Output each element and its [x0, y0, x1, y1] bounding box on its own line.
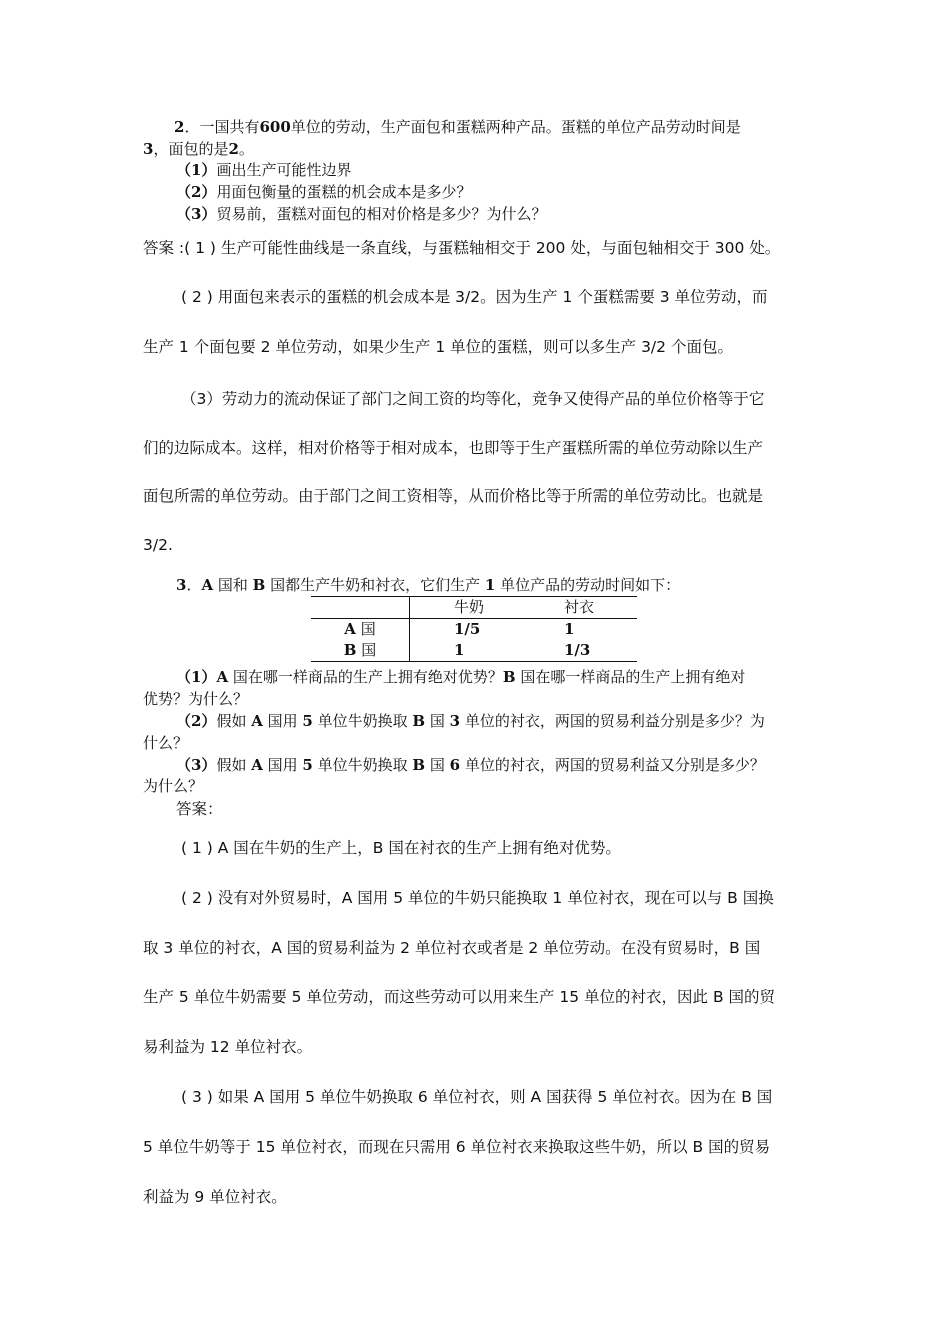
a2-paragraph-3d: 3/2.	[143, 536, 173, 554]
q3-sub-2-line-1: （2）假如 A 国用 5 单位牛奶换取 B 国 3 单位的衬衣，两国的贸易利益分别是多少？为	[176, 712, 765, 730]
q2-number: 2	[174, 118, 185, 136]
q3-sub-1-line-1: （1）A 国在哪一样商品的生产上拥有绝对优势？B 国在哪一样商品的生产上拥有绝对	[176, 668, 746, 686]
a3-label: 答案：	[176, 800, 223, 818]
table-cell-shirt: 1/3	[564, 640, 637, 662]
q2-line-1: 2．一国共有600单位的劳动，生产面包和蛋糕两种产品。蛋糕的单位产品劳动时间是	[174, 118, 741, 136]
a2-paragraph-3c: 面包所需的单位劳动。由于部门之间工资相等，从而价格比等于所需的单位劳动比。也就是	[143, 487, 764, 505]
table-header-milk: 牛奶	[410, 597, 565, 619]
a3-paragraph-2b: 取 3 单位的衬衣，A 国的贸易利益为 2 单位衬衣或者是 2 单位劳动。在没有贸易时，B 国	[143, 939, 761, 957]
table-cell-shirt: 1	[564, 620, 575, 638]
q3-number: 3	[176, 576, 187, 594]
q3-sub-1-line-2: 优势？为什么？	[143, 690, 249, 708]
a2-paragraph-3a: （3）劳动力的流动保证了部门之间工资的均等化，竞争又使得产品的单位价格等于它	[181, 390, 765, 408]
table-header-row	[311, 597, 637, 619]
table-row	[311, 619, 637, 641]
table-cell-milk: 1	[410, 640, 565, 662]
q3-sub-3-line-1: （3）假如 A 国用 5 单位牛奶换取 B 国 6 单位的衬衣，两国的贸易利益又分别是多少？	[176, 756, 765, 774]
q2-sub-3: （3）贸易前，蛋糕对面包的相对价格是多少？为什么？	[176, 205, 547, 223]
a3-paragraph-3a: ( 3 ) 如果 A 国用 5 单位牛奶换取 6 单位衬衣，则 A 国获得 5 单位衬衣。因为在 B 国	[181, 1088, 773, 1106]
table-row	[311, 640, 637, 662]
a3-paragraph-2a: ( 2 ) 没有对外贸易时，A 国用 5 单位的牛奶只能换取 1 单位衬衣，现在可以与 B 国换	[181, 889, 774, 907]
q2-line-2: 3，面包的是2。	[143, 140, 254, 158]
a3-paragraph-1: ( 1 ) A 国在牛奶的生产上，B 国在衬衣的生产上拥有绝对优势。	[181, 839, 621, 857]
a3-paragraph-3c: 利益为 9 单位衬衣。	[143, 1188, 287, 1206]
table-header-shirt: 衬衣	[564, 597, 637, 619]
a3-paragraph-3b: 5 单位牛奶等于 15 单位衬衣，而现在只需用 6 单位衬衣来换取这些牛奶，所以 B 国的贸易	[143, 1138, 771, 1156]
labor-time-table	[311, 596, 637, 662]
a2-paragraph-2a: ( 2 ) 用面包来表示的蛋糕的机会成本是 3/2。因为生产 1 个蛋糕需要 3 单位劳动，而	[181, 288, 768, 306]
a2-paragraph-2b: 生产 1 个面包要 2 单位劳动，如果少生产 1 单位的蛋糕，则可以多生产 3/2 个面包。	[143, 338, 733, 356]
table-row-country: B 国	[311, 640, 410, 662]
a2-paragraph-1: 答案 :( 1 ) 生产可能性曲线是一条直线，与蛋糕轴相交于 200 处，与面包轴相交于 300 处。	[143, 239, 781, 257]
a3-paragraph-2d: 易利益为 12 单位衬衣。	[143, 1038, 313, 1056]
table-row-country: A 国	[311, 619, 410, 641]
table-cell-milk: 1/5	[454, 620, 481, 638]
q3-sub-2-line-2: 什么？	[143, 734, 189, 752]
q3-intro: 3．A 国和 B 国都生产牛奶和衬衣，它们生产 1 单位产品的劳动时间如下：	[176, 576, 681, 594]
q2-sub-2: （2）用面包衡量的蛋糕的机会成本是多少？	[176, 183, 472, 201]
q3-sub-3-line-2: 为什么？	[143, 777, 204, 795]
a3-paragraph-2c: 生产 5 单位牛奶需要 5 单位劳动，而这些劳动可以用来生产 15 单位的衬衣，因此 B 国的贸	[143, 988, 775, 1006]
a2-paragraph-3b: 们的边际成本。这样，相对价格等于相对成本，也即等于生产蛋糕所需的单位劳动除以生产	[143, 439, 764, 457]
q2-sub-1: （1）画出生产可能性边界	[176, 161, 352, 179]
table-header-blank	[311, 597, 410, 619]
